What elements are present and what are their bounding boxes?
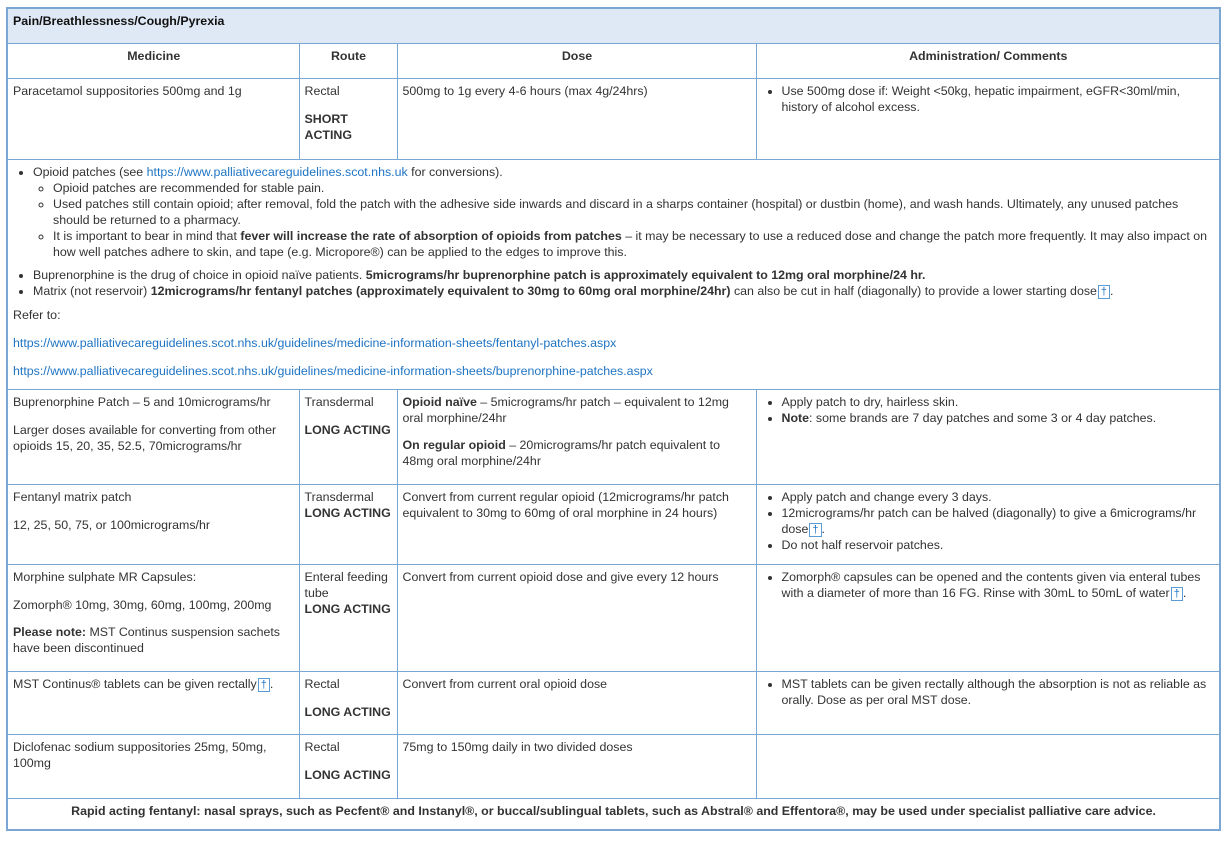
table-row-fentanyl — [7, 485, 1220, 565]
refer-label: Refer to: — [13, 308, 61, 322]
footnote-dagger-link[interactable]: † — [809, 523, 821, 537]
fentanyl-patches-link[interactable]: https://www.palliativecareguidelines.scot.nhs.uk/guidelines/medicine-information-sheets/fentanyl-patches.aspx — [13, 336, 617, 350]
header-dose: Dose — [397, 44, 756, 79]
footnote-dagger-link[interactable]: † — [1098, 285, 1110, 299]
table-row-opioid-patches-info — [7, 160, 1220, 390]
list-item: • Apply patch and change every 3 days. — [782, 489, 1216, 505]
route-cell: Rectal LONG ACTING — [299, 672, 397, 735]
table-row-buprenorphine — [7, 390, 1220, 485]
list-item: • Zomorph® capsules can be opened and the contents given via enteral tubes with a diameter of more than 16 FG. Rinse with 30mL to 50mL of water † . — [782, 569, 1216, 601]
route-cell: Transdermal LONG ACTING — [299, 390, 397, 485]
list-item: • Opioid patches (see https://www.palliativecareguidelines.scot.nhs.uk for conversions). ◦ Opioid patches are recommended for stable pain. ◦ Used patches still contain opioid; after removal, fold the patch with the adhesive side inwards and discard in a sharps container (hospital) or dustbin (home), and wash hands. Ultimately, any unused patches should be returned to a pharmacy. ◦ It is important to bear in mind that fever will increase the rate of absorption of opioids from patches – it may be necessary to use a reduced dose and change the patch more frequently. It may also impact on how well patches adhere to skin, and tape (e.g. Micropore®) can be applied to the edges to improve this. — [33, 164, 1215, 260]
comments-cell — [756, 735, 1220, 799]
list-item: • Apply patch to dry, hairless skin. — [782, 394, 1216, 410]
medicine-table — [6, 7, 1221, 831]
comments-cell — [756, 79, 1220, 160]
route-cell: Rectal SHORT ACTING — [299, 79, 397, 160]
palliative-guidelines-link[interactable]: https://www.palliativecareguidelines.scot.nhs.uk — [146, 165, 408, 179]
header-medicine: Medicine — [7, 44, 299, 79]
list-item: ◦ It is important to bear in mind that fever will increase the rate of absorption of opioids from patches – it may be necessary to use a reduced dose and change the patch more frequently. It may also impact on how well patches adhere to skin, and tape (e.g. Micropore®) can be applied to the edges to improve this. — [53, 228, 1215, 260]
section-title: Pain/Breathlessness/Cough/Pyrexia — [7, 8, 1220, 44]
medicine-cell: Fentanyl matrix patch 12, 25, 50, 75, or 100micrograms/hr — [7, 485, 299, 565]
acting-label: SHORT ACTING — [304, 112, 352, 142]
buprenorphine-patches-link[interactable]: https://www.palliativecareguidelines.scot.nhs.uk/guidelines/medicine-information-sheets/buprenorphine-patches.aspx — [13, 364, 653, 378]
dose-cell: 75mg to 150mg daily in two divided doses — [397, 735, 756, 799]
medicine-table-container — [6, 7, 1219, 831]
dose-cell: Convert from current oral opioid dose — [397, 672, 756, 735]
route-cell: Enteral feeding tube LONG ACTING — [299, 565, 397, 672]
table-row-paracetamol — [7, 79, 1220, 160]
acting-label: LONG ACTING — [304, 602, 391, 616]
list-item: • MST tablets can be given rectally although the absorption is not as reliable as orally. Dose as per oral MST dose. — [782, 676, 1216, 708]
table-row-footer — [7, 799, 1220, 831]
medicine-cell: Paracetamol suppositories 500mg and 1g — [7, 79, 299, 160]
list-item: ◦ Opioid patches are recommended for stable pain. — [53, 180, 1215, 196]
dose-cell: Convert from current opioid dose and give every 12 hours — [397, 565, 756, 672]
list-item: • Do not half reservoir patches. — [782, 537, 1216, 553]
dose-cell: Convert from current regular opioid (12micrograms/hr patch equivalent to 30mg to 60mg of oral morphine in 24 hours) — [397, 485, 756, 565]
medicine-cell: Diclofenac sodium suppositories 25mg, 50mg, 100mg — [7, 735, 299, 799]
route-cell: Rectal LONG ACTING — [299, 735, 397, 799]
table-row-diclofenac — [7, 735, 1220, 799]
acting-label: LONG ACTING — [304, 705, 391, 719]
medicine-cell: MST Continus® tablets can be given rectally † . — [7, 672, 299, 735]
list-item: • Note: some brands are 7 day patches and some 3 or 4 day patches. — [782, 410, 1216, 426]
header-comments: Administration/ Comments — [756, 44, 1220, 79]
comments-cell — [756, 672, 1220, 735]
dose-cell: 500mg to 1g every 4-6 hours (max 4g/24hrs) — [397, 79, 756, 160]
route-cell: Transdermal LONG ACTING — [299, 485, 397, 565]
comments-cell — [756, 390, 1220, 485]
list-item: • Use 500mg dose if: Weight <50kg, hepatic impairment, eGFR<30ml/min, history of alcohol excess. — [782, 83, 1216, 115]
comments-cell — [756, 485, 1220, 565]
list-item: ◦ Used patches still contain opioid; after removal, fold the patch with the adhesive side inwards and discard in a sharps container (hospital) or dustbin (home), and wash hands. Ultimately, any unused patches should be returned to a pharmacy. — [53, 196, 1215, 228]
acting-label: LONG ACTING — [304, 768, 391, 782]
table-row-morphine — [7, 565, 1220, 672]
comments-cell — [756, 565, 1220, 672]
list-item: • Matrix (not reservoir) 12micrograms/hr fentanyl patches (approximately equivalent to 30mg to 60mg oral morphine/24hr) can also be cut in half (diagonally) to provide a lower starting dose † . — [33, 283, 1215, 299]
header-route: Route — [299, 44, 397, 79]
list-item: • Buprenorphine is the drug of choice in opioid naïve patients. 5micrograms/hr buprenorphine patch is approximately equivalent to 12mg oral morphine/24 hr. — [33, 267, 1215, 283]
table-row-mst-continus — [7, 672, 1220, 735]
medicine-cell: Morphine sulphate MR Capsules: Zomorph® 10mg, 30mg, 60mg, 100mg, 200mg Please note: MST Continus suspension sachets have been discontinued — [7, 565, 299, 672]
medicine-cell: Buprenorphine Patch – 5 and 10micrograms/hr Larger doses available for converting from other opioids 15, 20, 35, 52.5, 70micrograms/hr — [7, 390, 299, 485]
info-cell — [7, 160, 1220, 390]
footnote-dagger-link[interactable]: † — [258, 678, 270, 692]
acting-label: LONG ACTING — [304, 506, 391, 520]
rapid-acting-fentanyl-note: Rapid acting fentanyl: nasal sprays, such as Pecfent® and Instanyl®, or buccal/sublingual tablets, such as Abstral® and Effentora®, may be used under specialist palliative care advice. — [7, 799, 1220, 831]
footnote-dagger-link[interactable]: † — [1171, 587, 1183, 601]
acting-label: LONG ACTING — [304, 423, 391, 437]
dose-cell: Opioid naïve – 5micrograms/hr patch – equivalent to 12mg oral morphine/24hr On regular opioid – 20micrograms/hr patch equivalent to 48mg oral morphine/24hr — [397, 390, 756, 485]
list-item: • 12micrograms/hr patch can be halved (diagonally) to give a 6micrograms/hr dose † . — [782, 505, 1216, 537]
